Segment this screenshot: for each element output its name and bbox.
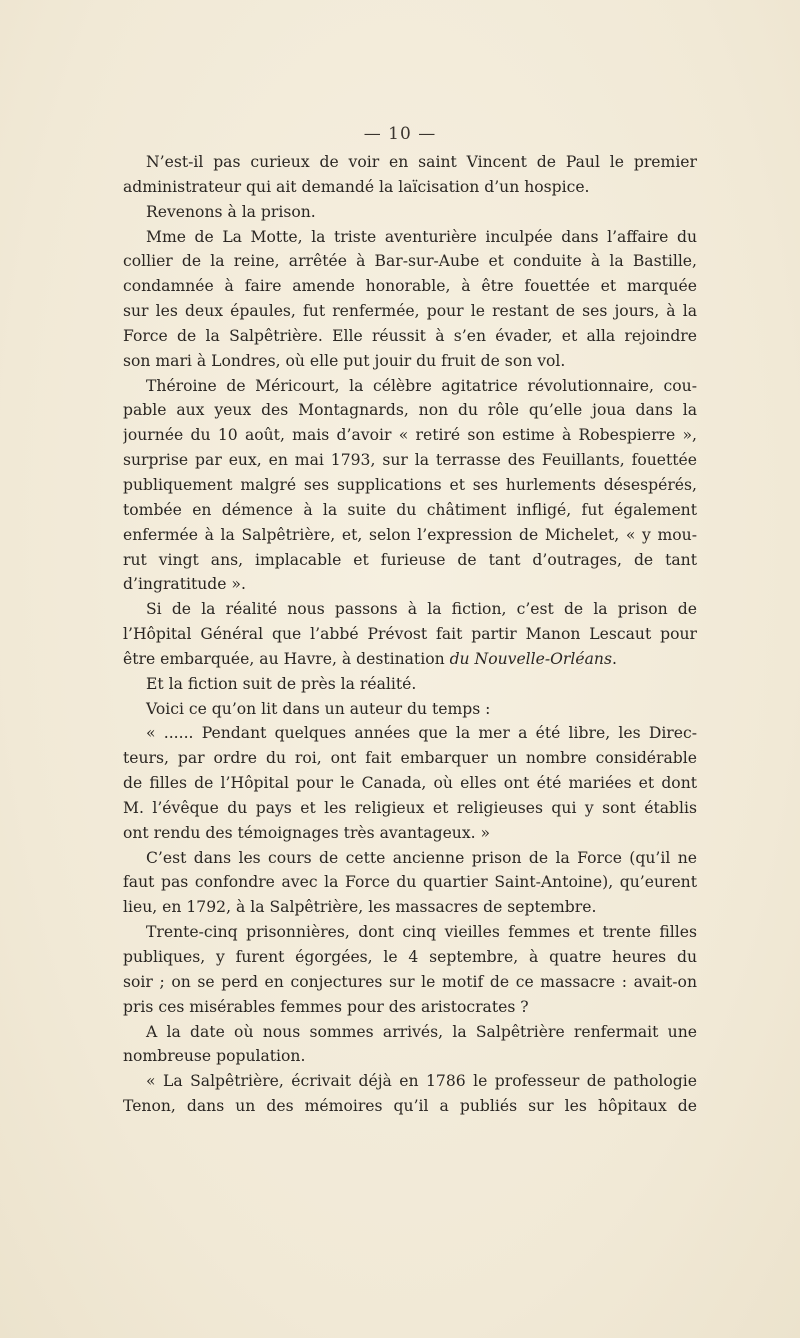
text-line: d’ingratitude ». bbox=[123, 575, 246, 594]
text-line: collier de la reine, arrêtée à Bar-sur-Aube et conduite à la Bastille, bbox=[123, 252, 697, 271]
text-line: l’Hôpital Général que l’abbé Prévost fait partir Manon Lescaut pour bbox=[123, 625, 697, 644]
text-line: pable aux yeux des Montagnards, non du rôle qu’elle joua dans la bbox=[123, 401, 697, 420]
text-line: publiques, y furent égorgées, le 4 septembre, à quatre heures du bbox=[123, 948, 697, 966]
text-line: nombreuse population. bbox=[123, 1047, 306, 1066]
text-line: de filles de l’Hôpital pour le Canada, où elles ont été mariées et dont bbox=[123, 774, 697, 793]
text-line: surprise par eux, en mai 1793, sur la terrasse des Feuillants, fouettée bbox=[123, 451, 697, 470]
text-line: Revenons à la prison. bbox=[146, 202, 316, 221]
body-text bbox=[123, 150, 697, 1119]
text-line: Si de la réalité nous passons à la fiction, c’est de la prison de bbox=[146, 600, 697, 619]
text-line: soir ; on se perd en conjectures sur le motif de ce massacre : avait-on bbox=[123, 972, 697, 991]
text-line: Tenon, dans un des mémoires qu’il a publiés sur les hôpitaux de bbox=[123, 1097, 697, 1116]
text-line: A la date où nous sommes arrivés, la Salpêtrière renfermait une bbox=[146, 1022, 697, 1041]
text-line: lieu, en 1792, à la Salpêtrière, les massacres de septembre. bbox=[123, 898, 597, 917]
text-line: publiquement malgré ses supplications et ses hurlements désespérés, bbox=[123, 475, 697, 494]
text-line: C’est dans les cours de cette ancienne prison de la Force (qu’il ne bbox=[146, 848, 697, 867]
text-line: Voici ce qu’on lit dans un auteur du temps : bbox=[146, 699, 491, 718]
text-line: enfermée à la Salpêtrière, et, selon l’expression de Michelet, « y mou- bbox=[123, 525, 697, 544]
text-line: faut pas confondre avec la Force du quartier Saint-Antoine), qu’eurent bbox=[123, 873, 697, 892]
text-line: Force de la Salpêtrière. Elle réussit à s’en évader, et alla rejoindre bbox=[123, 326, 697, 345]
text-line: Trente-cinq prisonnières, dont cinq vieilles femmes et trente filles bbox=[146, 923, 697, 942]
text-line: journée du 10 août, mais d’avoir « retiré son estime à Robespierre », bbox=[123, 426, 697, 445]
text-line: son mari à Londres, où elle put jouir du fruit de son vol. bbox=[123, 351, 566, 370]
text-line: ont rendu des témoignages très avantageux. » bbox=[123, 823, 491, 842]
text-line: condamnée à faire amende honorable, à être fouettée et marquée bbox=[123, 277, 697, 296]
text-line: N’est-il pas curieux de voir en saint Vincent de Paul le premier bbox=[146, 153, 697, 171]
page-number: — 10 — bbox=[363, 124, 437, 144]
text-line: tombée en démence à la suite du châtiment infligé, fut également bbox=[123, 500, 697, 519]
text-line: M. l’évêque du pays et les religieux et religieuses qui y sont établis bbox=[123, 798, 697, 817]
italic-title: du Nouvelle-Orléans bbox=[449, 649, 612, 668]
text-line: Mme de La Motte, la triste aventurière inculpée dans l’affaire du bbox=[146, 227, 697, 246]
text-line: rut vingt ans, implacable et furieuse de tant d’outrages, de tant bbox=[123, 550, 697, 569]
text-line: être embarquée, au Havre, à destination du Nouvelle-Orléans. bbox=[123, 649, 617, 668]
text-line: « La Salpêtrière, écrivait déjà en 1786 le professeur de pathologie bbox=[146, 1072, 697, 1091]
text-line: Et la fiction suit de près la réalité. bbox=[146, 674, 417, 693]
text-line: « ...... Pendant quelques années que la mer a été libre, les Direc- bbox=[146, 724, 697, 743]
text-line: Théroine de Méricourt, la célèbre agitatrice révolutionnaire, cou- bbox=[146, 376, 697, 395]
text-line: administrateur qui ait demandé la laïcisation d’un hospice. bbox=[123, 177, 590, 196]
text-line: pris ces misérables femmes pour des aristocrates ? bbox=[123, 997, 529, 1016]
text-line: teurs, par ordre du roi, ont fait embarquer un nombre considérable bbox=[123, 749, 697, 768]
text-line: sur les deux épaules, fut renfermée, pour le restant de ses jours, à la bbox=[123, 302, 697, 321]
